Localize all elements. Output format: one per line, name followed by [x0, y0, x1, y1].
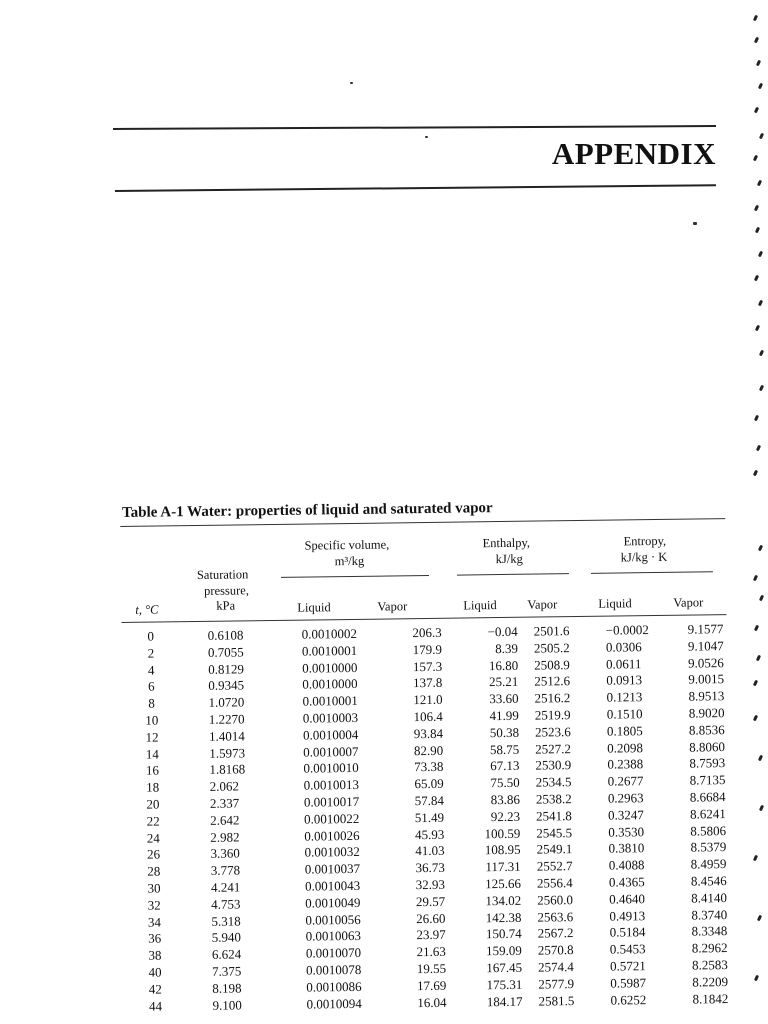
volume-liquid-cell: 0.0010022: [304, 810, 360, 827]
volume-liquid-cell: 0.0010004: [302, 726, 359, 743]
entropy-liquid-cell: 0.2098: [607, 739, 644, 756]
volume-liquid-cell: 0.0010086: [306, 978, 362, 995]
temperature-cell: 42: [148, 981, 162, 997]
volume-vapor-cell: 179.9: [412, 641, 443, 657]
entropy-vapor-cell: 8.4140: [691, 889, 728, 906]
enthalpy-liquid-cell: 83.86: [490, 791, 520, 808]
temperature-cell: 32: [147, 897, 161, 913]
edge-mark: [753, 855, 758, 862]
enthalpy-liquid-cell: 142.38: [485, 909, 522, 925]
temperature-cell: 44: [148, 998, 163, 1014]
volume-vapor-cell: 21.63: [416, 943, 446, 960]
enthalpy-vapor-cell: 2574.4: [537, 959, 574, 975]
enthalpy-liquid-cell: 33.60: [489, 690, 519, 707]
volume-liquid-cell: 0.0010017: [303, 793, 360, 810]
entropy-vapor-cell: 8.4959: [690, 856, 727, 872]
edge-mark: [758, 83, 763, 90]
edge-mark: [754, 975, 759, 982]
entropy-vapor-cell: 8.1842: [692, 990, 729, 1007]
edge-mark: [754, 37, 759, 44]
volume-vapor-cell: 106.4: [413, 708, 443, 725]
edge-mark: [754, 415, 759, 422]
temperature-cell: 34: [147, 914, 162, 930]
entropy-liquid-cell: −0.0002: [605, 622, 649, 638]
enthalpy-liquid-cell: 108.95: [484, 842, 521, 858]
volume-liquid-cell: 0.0010070: [305, 945, 362, 961]
properties-table: [120, 497, 732, 1015]
enthalpy-liquid-cell: 150.74: [485, 926, 522, 942]
table-body: [122, 621, 732, 1015]
volume-liquid-cell: 0.0010002: [301, 625, 358, 642]
entropy-group-rule: [591, 571, 713, 574]
temperature-cell: 8: [148, 695, 155, 711]
enthalpy-liquid-cell: 134.02: [485, 892, 522, 908]
volume-vapor-cell: 16.04: [417, 994, 447, 1010]
temperature-cell: 6: [148, 678, 155, 695]
volume-liquid-cell: 0.0010063: [305, 928, 362, 944]
pressure-cell: 5.318: [211, 913, 241, 929]
entropy-vapor-cell: 9.1047: [687, 637, 724, 654]
pressure-cell: 9.100: [212, 996, 242, 1013]
edge-mark: [758, 251, 763, 258]
header-enthalpy-unit: kJ/kg: [495, 551, 523, 567]
enthalpy-liquid-cell: 175.31: [486, 976, 523, 992]
edge-mark: [759, 385, 764, 392]
enthalpy-vapor-cell: 2523.6: [534, 723, 571, 740]
temperature-cell: 4: [147, 662, 155, 678]
enthalpy-vapor-cell: 2577.9: [538, 975, 575, 992]
header-pressure-line3: kPa: [216, 598, 236, 613]
entropy-vapor-cell: 8.5379: [690, 839, 727, 855]
entropy-liquid-cell: 0.3810: [608, 840, 645, 856]
volume-group-rule: [281, 575, 429, 578]
pressure-cell: 2.337: [209, 795, 240, 811]
pressure-cell: 2.982: [210, 829, 240, 845]
entropy-liquid-cell: 0.4088: [608, 857, 645, 873]
volume-vapor-cell: 36.73: [415, 859, 445, 876]
edge-mark: [755, 325, 760, 332]
edge-mark: [753, 575, 758, 582]
header-volume-group: Specific volume,: [304, 537, 390, 553]
header-entropy-unit: kJ/kg · K: [620, 549, 668, 565]
volume-liquid-cell: 0.0010013: [303, 777, 360, 793]
edge-mark: [759, 350, 764, 357]
header-volume-vapor: Vapor: [377, 599, 408, 614]
entropy-liquid-cell: 0.0611: [606, 655, 642, 672]
entropy-liquid-cell: 0.2677: [607, 773, 644, 789]
temperature-cell: 20: [146, 796, 160, 812]
temperature-cell: 24: [146, 830, 160, 846]
volume-vapor-cell: 23.97: [416, 927, 446, 943]
enthalpy-vapor-cell: 2538.2: [535, 791, 572, 807]
enthalpy-vapor-cell: 2567.2: [537, 925, 574, 941]
entropy-vapor-cell: 8.6241: [689, 805, 726, 822]
edge-mark: [753, 680, 758, 687]
volume-vapor-cell: 19.55: [416, 960, 447, 977]
enthalpy-liquid-cell: 16.80: [488, 657, 519, 673]
pressure-cell: 0.6108: [207, 627, 244, 643]
enthalpy-vapor-cell: 2552.7: [536, 858, 573, 874]
entropy-liquid-cell: 0.1213: [606, 689, 643, 705]
temperature-cell: 0: [147, 628, 155, 644]
enthalpy-liquid-cell: 41.99: [489, 707, 519, 724]
enthalpy-vapor-cell: 2549.1: [536, 841, 573, 857]
enthalpy-vapor-cell: 2508.9: [534, 656, 570, 673]
volume-liquid-cell: 0.0010001: [301, 642, 358, 659]
scan-speck: [350, 82, 353, 84]
header-entropy-liquid: Liquid: [598, 596, 632, 611]
volume-liquid-cell: 0.0010010: [303, 760, 359, 776]
volume-vapor-cell: 157.3: [412, 658, 443, 674]
volume-liquid-cell: 0.0010000: [302, 659, 358, 676]
enthalpy-vapor-cell: 2505.2: [533, 639, 570, 656]
pressure-cell: 1.8168: [209, 761, 246, 778]
volume-vapor-cell: 73.38: [414, 759, 444, 775]
volume-liquid-cell: 0.0010043: [304, 877, 361, 894]
enthalpy-vapor-cell: 2519.9: [534, 707, 571, 723]
header-volume-liquid: Liquid: [297, 600, 331, 615]
entropy-vapor-cell: 8.8060: [689, 738, 726, 755]
scan-speck: [693, 222, 697, 225]
header-enthalpy-liquid: Liquid: [463, 598, 497, 613]
pressure-cell: 1.0720: [208, 694, 245, 711]
entropy-liquid-cell: 0.5721: [609, 958, 646, 974]
volume-liquid-cell: 0.0010094: [306, 995, 362, 1012]
volume-vapor-cell: 82.90: [413, 742, 444, 758]
volume-vapor-cell: 57.84: [414, 792, 444, 809]
temperature-cell: 2: [147, 645, 155, 661]
pressure-cell: 8.198: [212, 980, 242, 996]
entropy-liquid-cell: 0.4913: [609, 907, 646, 924]
enthalpy-liquid-cell: 50.38: [489, 724, 520, 740]
enthalpy-liquid-cell: 75.50: [490, 774, 520, 791]
enthalpy-liquid-cell: 8.39: [495, 640, 519, 656]
temperature-cell: 12: [145, 729, 159, 745]
enthalpy-liquid-cell: 25.21: [489, 674, 519, 690]
header-entropy-group: Entropy,: [623, 533, 667, 549]
entropy-liquid-cell: 0.5987: [610, 974, 647, 991]
pressure-cell: 6.624: [211, 946, 242, 962]
table-caption: Table A-1 Water: properties of liquid and saturated vapor: [121, 500, 493, 521]
temperature-cell: 28: [147, 863, 161, 879]
enthalpy-liquid-cell: 184.17: [486, 993, 523, 1009]
entropy-liquid-cell: 0.3530: [608, 823, 645, 840]
entropy-liquid-cell: 0.1510: [606, 706, 643, 722]
enthalpy-vapor-cell: 2530.9: [535, 757, 572, 773]
volume-liquid-cell: 0.0010032: [304, 844, 360, 860]
edge-mark: [758, 755, 763, 762]
enthalpy-vapor-cell: 2541.8: [536, 807, 572, 824]
edge-mark: [759, 133, 764, 140]
entropy-vapor-cell: 8.5806: [690, 822, 727, 839]
entropy-vapor-cell: 8.3348: [691, 923, 728, 939]
entropy-liquid-cell: 0.0306: [605, 638, 642, 655]
temperature-cell: 10: [145, 712, 159, 728]
edge-mark: [753, 155, 758, 162]
pressure-cell: 7.375: [212, 963, 242, 979]
entropy-vapor-cell: 8.9020: [688, 705, 725, 721]
edge-mark: [754, 107, 759, 114]
pressure-cell: 1.4014: [208, 728, 245, 744]
edge-mark: [755, 227, 760, 234]
entropy-vapor-cell: 8.7135: [689, 772, 726, 788]
volume-liquid-cell: 0.0010026: [304, 827, 360, 844]
pressure-cell: 0.9345: [208, 677, 245, 694]
pressure-cell: 4.241: [210, 879, 241, 895]
header-pressure-line2: pressure,: [204, 583, 250, 598]
enthalpy-liquid-cell: 117.31: [485, 858, 521, 875]
enthalpy-vapor-cell: 2534.5: [535, 774, 572, 790]
pressure-cell: 0.8129: [208, 660, 244, 677]
entropy-liquid-cell: 0.3247: [608, 806, 644, 823]
entropy-vapor-cell: 8.4546: [690, 873, 727, 889]
edge-mark: [757, 915, 762, 922]
enthalpy-liquid-cell: 92.23: [490, 808, 521, 824]
enthalpy-vapor-cell: 2581.5: [538, 992, 575, 1009]
volume-liquid-cell: 0.0010056: [305, 911, 361, 928]
edge-mark: [757, 180, 762, 187]
top-rule: [113, 125, 716, 130]
volume-liquid-cell: 0.0010001: [302, 693, 358, 709]
entropy-vapor-cell: 8.2962: [691, 940, 728, 956]
entropy-vapor-cell: 9.1577: [687, 621, 724, 637]
enthalpy-vapor-cell: 2512.6: [534, 673, 571, 689]
volume-vapor-cell: 93.84: [413, 725, 444, 741]
pressure-cell: 2.062: [209, 778, 240, 795]
pressure-cell: 1.2270: [208, 711, 245, 727]
edge-mark: [756, 60, 761, 67]
entropy-liquid-cell: 0.2388: [607, 756, 644, 773]
volume-vapor-cell: 32.93: [415, 876, 446, 893]
temperature-cell: 30: [147, 880, 161, 896]
entropy-vapor-cell: 9.0526: [688, 654, 724, 671]
entropy-vapor-cell: 8.9513: [688, 688, 725, 704]
entropy-vapor-cell: 8.3740: [691, 906, 728, 923]
volume-liquid-cell: 0.0010078: [306, 961, 362, 978]
edge-mark: [753, 470, 758, 477]
entropy-liquid-cell: 0.1805: [606, 722, 643, 739]
edge-mark: [753, 15, 758, 22]
volume-vapor-cell: 137.8: [413, 675, 443, 691]
pressure-cell: 4.753: [211, 896, 241, 912]
volume-vapor-cell: 45.93: [414, 826, 445, 842]
volume-liquid-cell: 0.0010007: [303, 743, 359, 760]
temperature-cell: 16: [145, 762, 160, 779]
edge-mark: [754, 625, 759, 632]
entropy-vapor-cell: 8.2583: [691, 957, 728, 973]
header-entropy-vapor: Vapor: [673, 595, 704, 610]
pressure-cell: 0.7055: [207, 644, 244, 660]
bottom-rule: [115, 184, 716, 192]
volume-vapor-cell: 26.60: [416, 910, 446, 926]
header-temperature: t, °C: [135, 602, 159, 617]
header-pressure-line1: Saturation: [196, 567, 249, 582]
volume-liquid-cell: 0.0010037: [304, 861, 361, 877]
pressure-cell: 1.5973: [209, 744, 246, 761]
entropy-liquid-cell: 0.0913: [606, 672, 643, 689]
temperature-cell: 38: [148, 947, 162, 963]
edge-mark: [754, 205, 759, 212]
enthalpy-vapor-cell: 2501.6: [533, 623, 570, 639]
enthalpy-liquid-cell: 58.75: [489, 741, 520, 757]
temperature-cell: 22: [146, 813, 160, 829]
enthalpy-liquid-cell: 167.45: [486, 959, 523, 976]
header-enthalpy-group: Enthalpy,: [482, 535, 531, 551]
edge-mark: [758, 545, 763, 552]
temperature-cell: 40: [148, 964, 162, 980]
edge-mark: [753, 715, 758, 722]
entropy-liquid-cell: 0.4365: [608, 874, 645, 890]
volume-vapor-cell: 51.49: [414, 809, 445, 825]
pressure-cell: 3.360: [210, 845, 240, 862]
enthalpy-liquid-cell: 100.59: [484, 825, 521, 841]
volume-vapor-cell: 17.69: [416, 977, 447, 993]
enthalpy-group-rule: [457, 573, 569, 575]
volume-liquid-cell: 0.0010000: [302, 676, 358, 693]
volume-vapor-cell: 65.09: [414, 775, 444, 792]
pressure-cell: 3.778: [210, 862, 241, 878]
header-enthalpy-vapor: Vapor: [527, 597, 558, 612]
entropy-liquid-cell: 0.2963: [607, 790, 644, 806]
enthalpy-liquid-cell: 125.66: [485, 875, 522, 892]
appendix-title: APPENDIX: [551, 136, 716, 171]
entropy-vapor-cell: 8.2209: [692, 973, 729, 990]
enthalpy-vapor-cell: 2563.6: [537, 908, 574, 925]
edge-mark: [756, 655, 761, 662]
volume-vapor-cell: 29.57: [415, 893, 446, 909]
volume-liquid-cell: 0.0010003: [302, 709, 359, 726]
enthalpy-vapor-cell: 2570.8: [537, 942, 574, 958]
volume-vapor-cell: 121.0: [413, 691, 443, 708]
edge-mark: [759, 595, 764, 602]
edge-mark: [758, 300, 763, 307]
volume-vapor-cell: 206.3: [412, 624, 442, 641]
temperature-cell: 26: [146, 846, 161, 863]
entropy-vapor-cell: 9.0015: [688, 671, 725, 687]
enthalpy-vapor-cell: 2516.2: [534, 690, 571, 706]
entropy-vapor-cell: 8.7593: [689, 755, 726, 771]
edge-mark: [754, 275, 759, 282]
pressure-cell: 2.642: [210, 812, 240, 828]
entropy-liquid-cell: 0.6252: [610, 991, 647, 1008]
table-header: [120, 519, 726, 622]
pressure-cell: 5.940: [211, 929, 242, 946]
entropy-vapor-cell: 8.6684: [689, 789, 726, 805]
enthalpy-vapor-cell: 2545.5: [536, 824, 573, 841]
temperature-cell: 36: [148, 930, 162, 947]
enthalpy-liquid-cell: −0.04: [487, 623, 518, 640]
temperature-cell: 18: [146, 779, 160, 795]
entropy-vapor-cell: 8.8536: [688, 721, 725, 738]
enthalpy-vapor-cell: 2527.2: [535, 740, 572, 757]
enthalpy-vapor-cell: 2560.0: [537, 891, 574, 908]
page-edge-marks: [750, 15, 766, 1015]
edge-mark: [759, 805, 764, 812]
scan-speck: [425, 136, 428, 138]
volume-liquid-cell: 0.0010049: [305, 894, 361, 911]
entropy-liquid-cell: 0.4640: [609, 890, 646, 907]
edge-mark: [756, 445, 761, 452]
entropy-liquid-cell: 0.5184: [609, 924, 646, 940]
volume-vapor-cell: 41.03: [415, 843, 445, 859]
temperature-cell: 14: [145, 746, 159, 762]
enthalpy-liquid-cell: 67.13: [490, 758, 520, 774]
header-volume-unit: m³/kg: [334, 553, 365, 569]
enthalpy-liquid-cell: 159.09: [486, 942, 522, 959]
enthalpy-vapor-cell: 2556.4: [536, 875, 573, 891]
entropy-liquid-cell: 0.5453: [609, 941, 646, 957]
